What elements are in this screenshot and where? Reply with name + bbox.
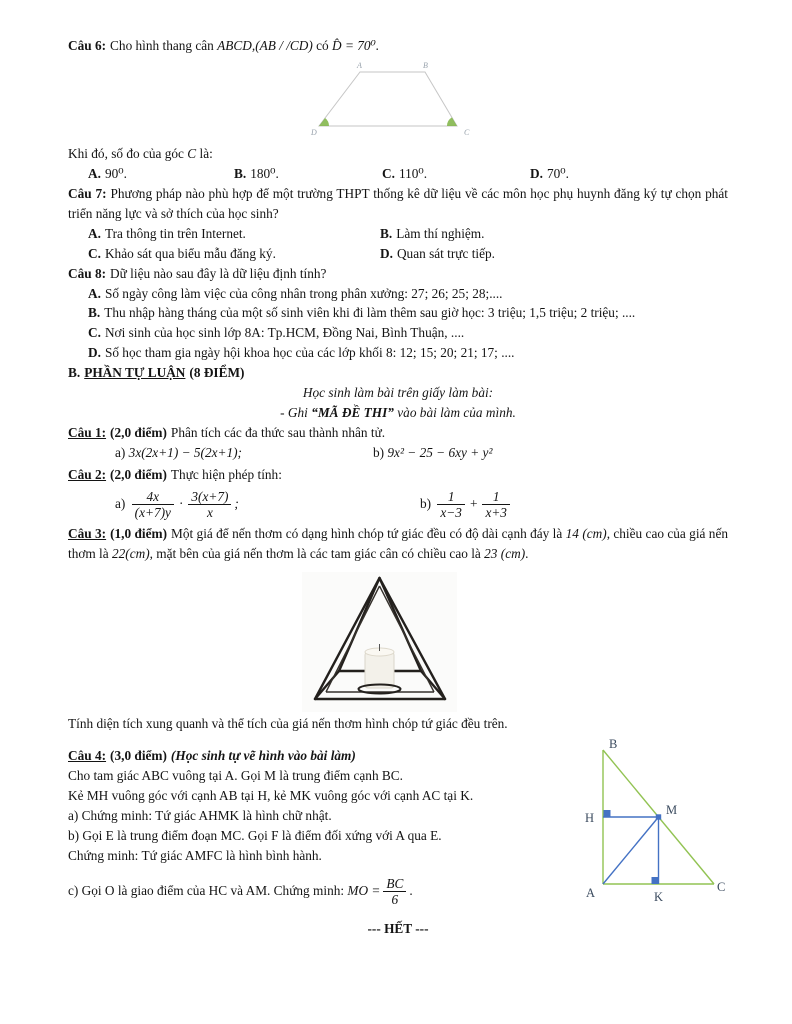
trapezoid-outline	[319, 72, 457, 126]
question-6-text: Cho hình thang cân	[110, 38, 218, 53]
essay-q3-text-3: , mặt bên của giá nến thơm là các tam giác cân có chiều cao là	[149, 546, 485, 562]
essay-q3-stem	[68, 524, 728, 564]
label-h: H	[585, 811, 595, 826]
essay-q1-points: (2,0 điểm)	[110, 425, 167, 441]
denominator: x−3	[440, 505, 462, 521]
question-8-option-d	[88, 343, 728, 363]
question-7-option-b	[380, 224, 728, 244]
option-key: D.	[380, 245, 393, 261]
essay-q3-label: Câu 3:	[68, 526, 107, 542]
trapezoid-svg	[310, 58, 475, 138]
question-8-text: Dữ liệu nào sau đây là dữ liệu định tính?	[110, 265, 327, 281]
essay-q4-stem	[68, 746, 580, 766]
numerator: 1	[482, 489, 510, 505]
trapezoid-label-c: C	[464, 127, 470, 137]
option-key: C.	[88, 245, 101, 261]
option-key: A.	[88, 165, 101, 181]
fraction	[383, 876, 406, 908]
option-value: Nơi sinh của học sinh lớp 8A: Tp.HCM, Đồng Nai, Bình Thuận, ....	[104, 325, 465, 341]
essay-q4-part-c	[68, 876, 580, 908]
part-label: b)	[373, 445, 385, 460]
candle	[359, 644, 401, 694]
option-value: Làm thí nghiệm.	[396, 225, 485, 241]
option-key: A.	[88, 285, 101, 301]
trapezoid-label-b: B	[423, 60, 428, 70]
essay-q1-label: Câu 1:	[68, 425, 107, 441]
option-value: 110⁰.	[398, 165, 428, 181]
essay-q4-text-column	[68, 746, 580, 907]
essay-q2-label: Câu 2:	[68, 466, 107, 482]
triangle-svg	[576, 734, 726, 906]
essay-q4-part-b: b) Gọi E là trung điểm đoạn MC. Gọi F là điểm đối xứng với A qua E.	[68, 828, 442, 843]
option-value: Thu nhập hàng tháng của một số sinh viên khi đi làm thêm sau giờ học: 3 triệu; 1,5 triệu; 2 triệu; ....	[104, 305, 636, 321]
option-value: 70⁰.	[546, 165, 569, 181]
essay-q4-label: Câu 4:	[68, 748, 107, 764]
essay-q1-stem	[68, 423, 728, 443]
essay-q4-line-1: Cho tam giác ABC vuông tại A. Gọi M là trung điểm cạnh BC.	[68, 768, 403, 784]
denominator: 6	[391, 892, 399, 908]
essay-q3-math-2: 22(cm)	[111, 546, 150, 562]
essay-q4-part-a: a) Chứng minh: Tứ giác AHMK là hình chữ nhật.	[68, 808, 332, 824]
option-key: C.	[88, 325, 101, 341]
option-value: Tra thông tin trên Internet.	[104, 225, 246, 241]
essay-q2-stem	[68, 465, 728, 485]
essay-q3-conclusion: Tính diện tích xung quanh và thể tích của giá nến thơm hình chóp tứ giác đều trên.	[68, 716, 508, 732]
question-6-option-a	[88, 164, 234, 184]
question-6-prompt-var: C	[187, 145, 197, 161]
question-7-stem	[68, 184, 728, 224]
operator-plus: +	[469, 495, 478, 511]
section-b-title: PHẦN TỰ LUẬN	[84, 365, 186, 381]
fraction	[132, 489, 174, 521]
essay-q3-math-3: 23 (cm)	[484, 546, 526, 562]
label-c: C	[717, 880, 726, 895]
question-6-prompt-end: là:	[196, 145, 213, 161]
section-b-note-1: Học sinh làm bài trên giấy làm bài:	[302, 385, 494, 401]
fraction	[437, 489, 465, 521]
candle-body	[365, 652, 394, 688]
question-6-stem	[68, 36, 728, 56]
expression: 9x² − 25 − 6xy + y²	[387, 445, 493, 460]
semicolon: ;	[234, 495, 239, 511]
question-6-label: Câu 6:	[68, 38, 107, 53]
trapezoid-figure	[310, 58, 475, 138]
part-c-lhs: MO =	[347, 882, 381, 898]
essay-q3-math-1: 14 (cm)	[565, 526, 607, 542]
expression: 3x(2x+1) − 5(2x+1);	[128, 445, 242, 460]
candle-holder-photo	[302, 572, 457, 712]
part-label: b)	[420, 495, 432, 511]
question-6-angle: D̂ = 70⁰.	[332, 38, 380, 53]
denominator: (x+7)y	[134, 505, 171, 521]
essay-q2-part-b	[420, 489, 728, 521]
question-7-options	[88, 224, 728, 264]
essay-q3-text-1: Một giá để nến thơm có dạng hình chóp tứ giác đều có độ dài cạnh đáy là	[171, 526, 566, 542]
option-value: 90⁰.	[104, 165, 127, 181]
question-7-option-c	[88, 244, 380, 264]
label-a: A	[586, 886, 596, 901]
end-marker: --- HẾT ---	[367, 921, 429, 937]
numerator: 3(x+7)	[188, 489, 231, 505]
operator-dot: ·	[178, 495, 184, 511]
question-7-option-a	[88, 224, 380, 244]
trapezoid-label-a: A	[357, 60, 362, 70]
option-value: Số học tham gia ngày hội khoa học của các lớp khối 8: 12; 15; 20; 21; 17; ....	[104, 345, 515, 361]
numerator: 1	[437, 489, 465, 505]
option-key: B.	[380, 225, 393, 241]
part-c-text: c) Gọi O là giao điểm của HC và AM. Chứng minh:	[68, 882, 348, 898]
label-b: B	[609, 737, 618, 752]
denominator: x	[206, 505, 213, 521]
candle-holder-svg	[302, 572, 457, 712]
option-value: Khảo sát qua biểu mẫu đăng ký.	[104, 245, 276, 261]
essay-q2-part-a	[115, 489, 420, 521]
question-6-prompt-text: Khi đó, số đo của góc	[68, 145, 188, 161]
fraction	[188, 489, 231, 521]
essay-q3-points: (1,0 điểm)	[110, 526, 168, 542]
denominator: x+3	[485, 505, 507, 521]
numerator: 4x	[132, 489, 174, 505]
label-k: K	[654, 890, 664, 905]
option-key: B.	[88, 305, 101, 321]
essay-q3-text-4: .	[525, 546, 529, 562]
note-2-exam-code: “MÃ ĐỀ THI”	[311, 405, 394, 421]
essay-q1-part-b	[373, 443, 728, 463]
question-6-options	[88, 164, 728, 184]
essay-q2-points: (2,0 điểm)	[110, 466, 167, 482]
option-key: B.	[234, 165, 247, 181]
note-2-suffix: vào bài làm của mình.	[393, 405, 516, 421]
question-6-math: ABCD,(AB / /CD)	[217, 38, 313, 53]
question-8-option-a	[88, 284, 728, 304]
question-8-option-b	[88, 303, 728, 323]
question-8-stem	[68, 264, 728, 284]
label-m: M	[666, 803, 678, 818]
essay-q2-formulas	[115, 489, 728, 521]
option-key: D.	[88, 345, 101, 361]
segment-am	[603, 817, 659, 884]
question-7-option-d	[380, 244, 728, 264]
fraction	[482, 489, 510, 521]
essay-q4-note: (Học sinh tự vẽ hình vào bài làm)	[170, 748, 356, 764]
question-6-mid: có	[312, 38, 333, 53]
essay-q1-formulas	[115, 443, 728, 463]
question-8-option-c	[88, 323, 728, 343]
question-7-text: Phương pháp nào phù hợp để một trường THPT thống kê dữ liệu về các môn học phụ huynh đăng ký tự chọn phát triển năng lực và sở thích của học sinh?	[68, 185, 728, 221]
trapezoid-label-d: D	[311, 127, 317, 137]
note-2-prefix: - Ghi	[280, 405, 312, 421]
option-value: 180⁰.	[250, 165, 279, 181]
option-key: D.	[530, 165, 543, 181]
essay-q3-text-2: , chiều cao của giá nến thơm là	[68, 526, 728, 562]
part-label: a)	[115, 495, 126, 511]
question-8-label: Câu 8:	[68, 265, 107, 281]
question-7-label: Câu 7:	[68, 185, 107, 201]
triangle-figure	[576, 734, 726, 906]
option-key: C.	[382, 165, 395, 181]
construction-segments	[603, 817, 659, 884]
section-b-note-2	[68, 403, 728, 423]
essay-q2-text: Thực hiện phép tính:	[170, 466, 282, 482]
essay-q1-text: Phân tích các đa thức sau thành nhân tử.	[170, 425, 386, 441]
question-6-option-b	[234, 164, 382, 184]
right-angle-at-k	[652, 877, 659, 884]
option-key: A.	[88, 225, 101, 241]
angle-mark-c	[447, 117, 457, 126]
essay-q4-block	[68, 737, 728, 908]
essay-q4-line-2: Kẻ MH vuông góc với cạnh AB tại H, kẻ MK vuông góc với cạnh AC tại K.	[68, 788, 474, 804]
numerator: BC	[383, 876, 406, 892]
question-6-option-c	[382, 164, 530, 184]
question-6-option-d	[530, 164, 728, 184]
essay-q4-part-b-2: Chứng minh: Tứ giác AMFC là hình bình hành.	[68, 847, 322, 863]
option-value: Số ngày công làm việc của công nhân trong phân xưởng: 27; 26; 25; 28;....	[104, 285, 503, 301]
point-m-marker	[656, 815, 661, 820]
essay-q4-points: (3,0 điểm)	[110, 748, 167, 764]
section-b-prefix: B.	[68, 365, 81, 381]
section-b-points: (8 ĐIỂM)	[189, 365, 245, 381]
question-6-prompt	[68, 144, 728, 164]
right-angle-at-h	[604, 810, 611, 817]
section-b-heading	[68, 363, 728, 383]
essay-q1-part-a	[115, 443, 373, 463]
option-value: Quan sát trực tiếp.	[396, 245, 495, 261]
part-label: a)	[115, 445, 126, 460]
part-c-end: .	[409, 882, 413, 898]
